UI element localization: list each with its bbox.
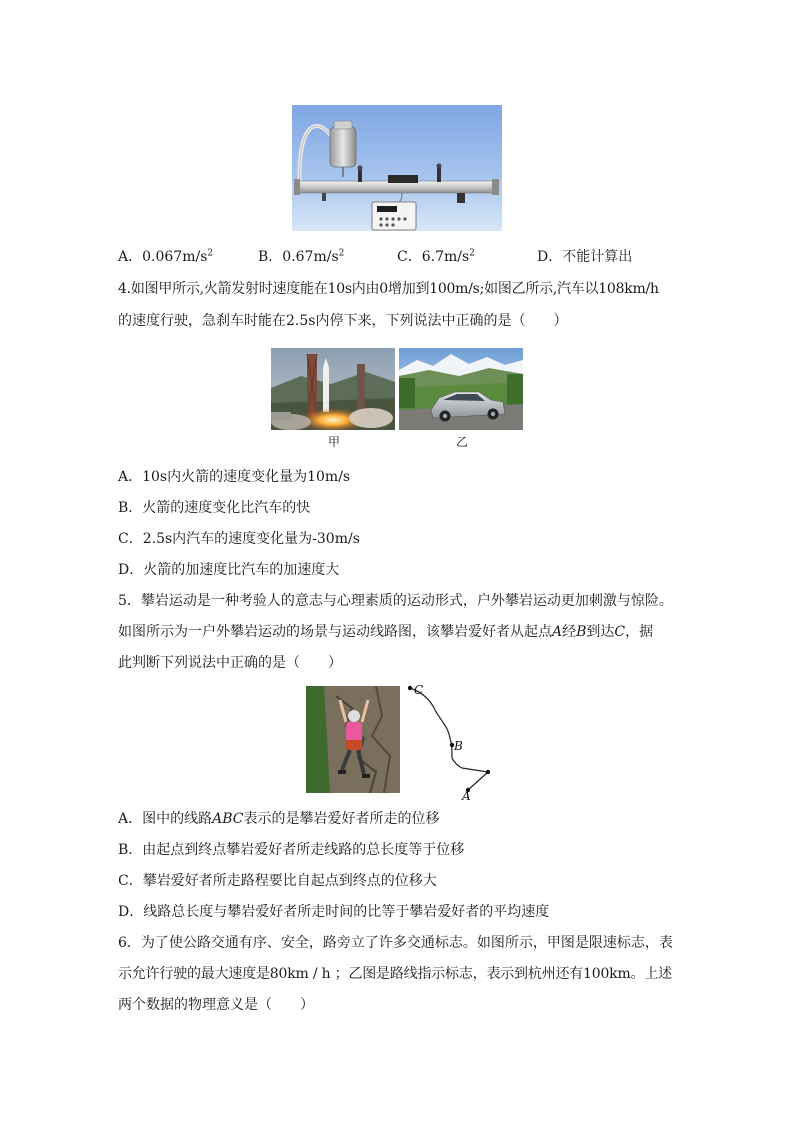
caption-right: 乙 xyxy=(456,435,469,449)
caption-left: 甲 xyxy=(328,435,341,449)
car-photo xyxy=(399,348,523,430)
climbing-route-diagram xyxy=(404,682,494,802)
q5-stem-line3: 此判断下列说法中正确的是（ ） xyxy=(118,655,342,671)
q5-stem-line2: 如图所示为一户外攀岩运动的场景与运动线路图，该攀岩爱好者从起点A经B到达C，据 xyxy=(118,624,654,640)
q4-stem-line1: 4.如图甲所示,火箭发射时速度能在10s内由0增加到100m/s;如图乙所示,汽车以108km/h xyxy=(118,281,659,297)
q6-stem-line1: 6．为了使公路交通有序、安全，路旁立了许多交通标志。如图所示，甲图是限速标志，表 xyxy=(118,935,673,951)
q4-option-d: D．火箭的加速度比汽车的加速度大 xyxy=(118,562,340,578)
q3-option-b: B．$0.67m/s^2$ xyxy=(258,248,345,265)
q4-option-a: A．10s内火箭的速度变化量为10m/s xyxy=(118,469,351,485)
q5-option-d: D．线路总长度与攀岩爱好者所走时间的比等于攀岩爱好者的平均速度 xyxy=(118,904,550,920)
q3-option-d: D．不能计算出 xyxy=(537,249,633,265)
q5-option-c: C．攀岩爱好者所走路程要比自起点到终点的位移大 xyxy=(118,873,437,889)
rocket-launch-photo xyxy=(271,348,395,430)
q5-stem-line1: 5．攀岩运动是一种考验人的意志与心理素质的运动形式，户外攀岩运动更加刺激与惊险。 xyxy=(118,593,673,609)
q4-option-b: B．火箭的速度变化比汽车的快 xyxy=(118,500,311,516)
route-label-a: A xyxy=(462,789,471,802)
q5-option-b: B．由起点到终点攀岩爱好者所走线路的总长度等于位移 xyxy=(118,842,465,858)
q6-stem-line3: 两个数据的物理意义是（ ） xyxy=(118,997,314,1013)
rock-climbing-photo xyxy=(306,686,400,793)
q3-option-a: A．$0.067m/s^2$ xyxy=(118,248,214,265)
q4-option-c: C．2.5s内汽车的速度变化量为-30m/s xyxy=(118,531,360,547)
air-track-photo xyxy=(292,105,502,231)
q4-stem-line2: 的速度行驶，急刹车时能在2.5s内停下来，下列说法中正确的是（ ） xyxy=(118,313,568,329)
q5-option-a: A．图中的线路ABC表示的是攀岩爱好者所走的位移 xyxy=(118,811,440,827)
q6-stem-line2: 示允许行驶的最大速度是80km / h ；乙图是路线指示标志，表示到杭州还有100km。上述 xyxy=(118,966,672,982)
route-label-c: C xyxy=(414,683,424,697)
route-label-b: B xyxy=(454,739,463,753)
q3-option-c: C．$6.7m/s^2$ xyxy=(397,248,475,265)
